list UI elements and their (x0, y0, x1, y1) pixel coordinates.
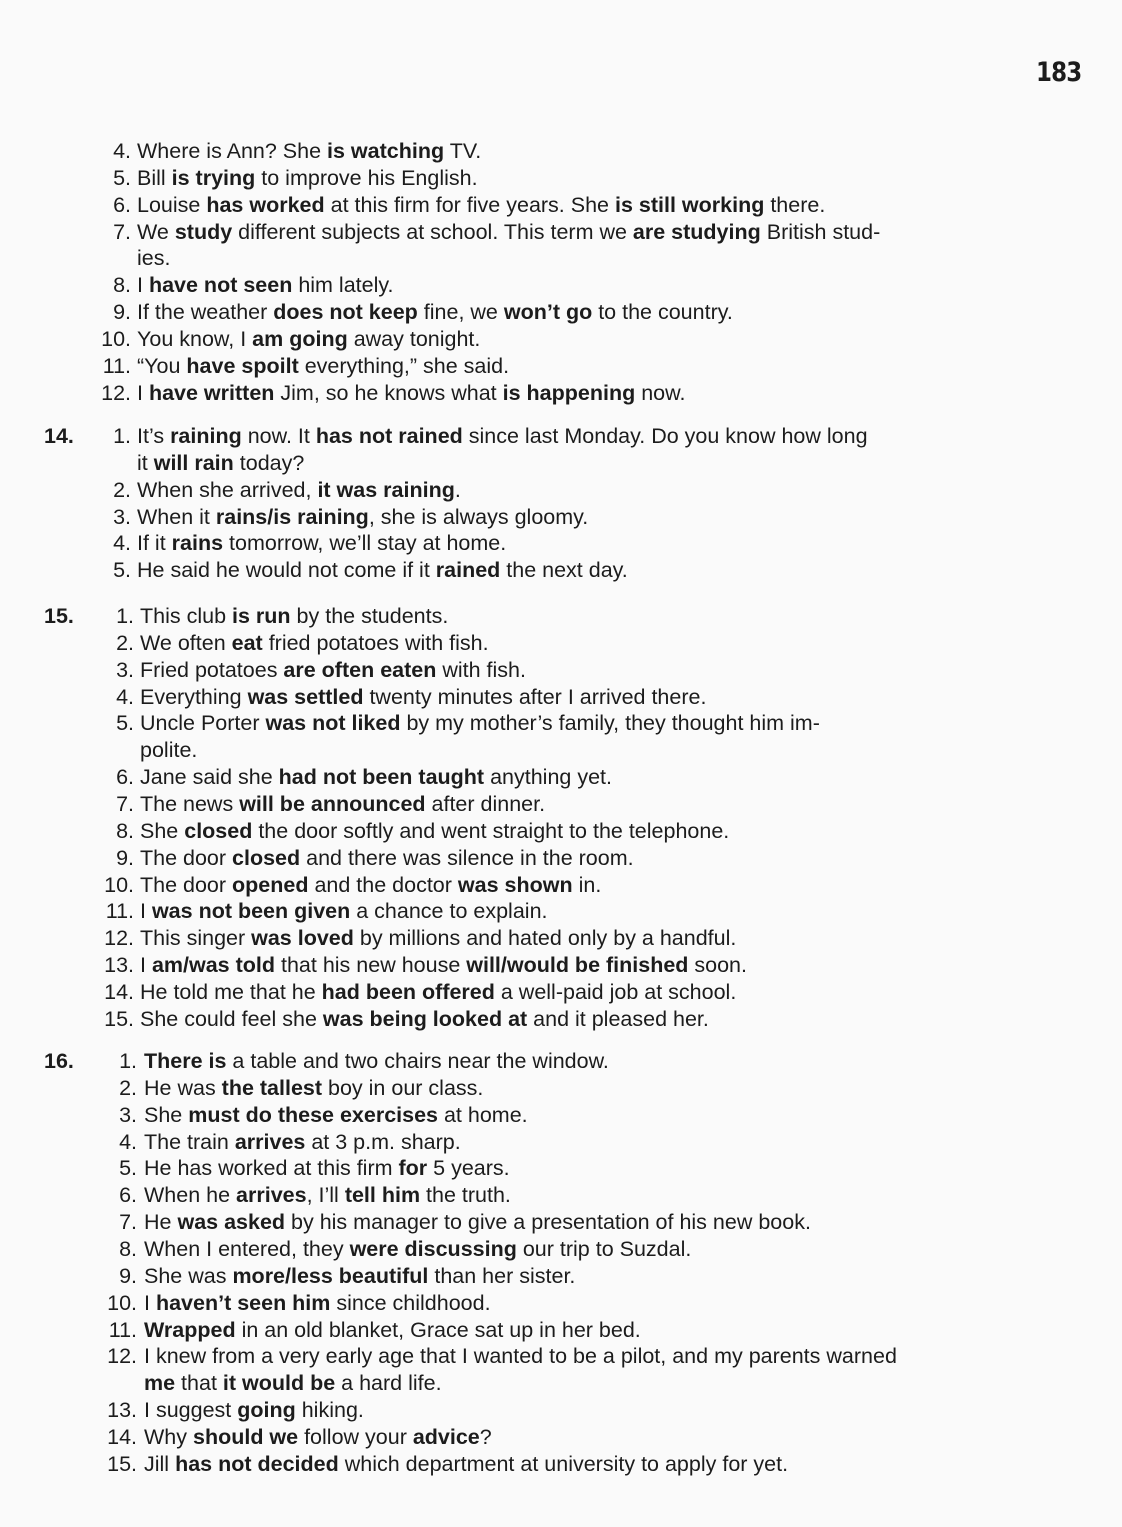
answer-verb-form: more/less beautiful (232, 1263, 429, 1288)
answer-verb-form: the tallest (221, 1075, 323, 1100)
item-number: 2. (119, 1075, 137, 1100)
answer-verb-form: was not liked (265, 711, 401, 736)
answer-line (144, 1209, 811, 1236)
answer-text: Jane said she (140, 765, 279, 790)
answer-verb-form: are often eaten (283, 657, 437, 682)
answer-verb-form: has worked (206, 192, 325, 217)
item-number: 11. (105, 899, 134, 924)
answer-verb-form: have not seen (148, 273, 293, 298)
answer-text: after dinner. (425, 791, 546, 816)
answer-verb-form: won’t go (503, 300, 593, 325)
answer-text: a table and two chairs near the window. (226, 1049, 609, 1073)
answer-text: I suggest (144, 1398, 238, 1423)
answer-verb-form: has not decided (175, 1451, 339, 1476)
answer-text: since childhood. (330, 1290, 491, 1315)
answer-line (144, 1102, 528, 1129)
answer-verb-form: was being looked at (322, 1006, 528, 1031)
answer-verb-form: closed (184, 818, 253, 843)
answer-line (140, 791, 545, 818)
answer-text: He said he would not come if it (137, 558, 436, 583)
answer-line (140, 872, 601, 899)
item-number: 3. (116, 657, 134, 682)
answer-verb-form: is watching (327, 139, 445, 163)
answer-verb-form: will/would be finished (466, 953, 689, 978)
answer-text: everything,” she said. (298, 353, 510, 378)
answer-text: a hard life. (335, 1371, 442, 1396)
answer-text: now. It (241, 424, 316, 448)
answer-text: since last Monday. Do you know how long (462, 424, 868, 448)
item-number: 13. (107, 1398, 137, 1423)
item-number: 4. (116, 684, 134, 709)
answer-line (144, 1075, 483, 1102)
item-number: 15. (107, 1451, 137, 1476)
item-number: 10. (101, 326, 131, 351)
answer-text: This singer (140, 926, 252, 951)
answer-line (144, 1290, 491, 1317)
item-number: 7. (119, 1210, 137, 1235)
answer-text: a well-paid job at school. (494, 979, 737, 1004)
answer-text: , she is always gloomy. (368, 504, 589, 529)
answer-text: that his new house (275, 953, 467, 978)
answer-line (137, 477, 461, 504)
answer-verb-form: were discussing (349, 1236, 517, 1261)
answer-text: “You (137, 353, 187, 378)
answer-line (137, 353, 509, 380)
answer-text: at this firm for five years. She (324, 192, 615, 217)
item-number: 7. (116, 791, 134, 816)
item-number: 2. (116, 630, 134, 655)
answer-text: She (140, 818, 185, 843)
answer-text: We (137, 219, 175, 244)
item-number: 3. (119, 1102, 137, 1127)
answer-text: He has worked at this firm (144, 1156, 399, 1181)
answer-text: It’s (137, 424, 171, 448)
answer-text: there. (764, 192, 826, 217)
item-number: 12. (101, 380, 131, 405)
answer-text: our trip to Suzdal. (516, 1236, 692, 1261)
answer-text: When it (137, 504, 216, 529)
answer-line (140, 925, 736, 952)
item-number: 6. (116, 765, 134, 790)
answer-text: Jim, so he knows what (274, 380, 503, 405)
item-number: 6. (119, 1183, 137, 1208)
answer-verb-form: must do these exercises (188, 1102, 438, 1127)
answer-text: and the doctor (308, 872, 458, 897)
answer-text: I (140, 953, 152, 978)
answer-text: . (454, 477, 461, 502)
answer-text: different subjects at school. This term we (232, 219, 633, 244)
answer-line (137, 326, 480, 353)
answer-line (140, 818, 729, 845)
item-number: 12. (107, 1344, 137, 1369)
answer-text: twenty minutes after I arrived there. (363, 684, 707, 709)
answer-text: This club (140, 604, 233, 628)
answer-verb-form: me (144, 1371, 176, 1396)
answer-text: it (137, 450, 154, 475)
answer-verb-form: was shown (457, 872, 573, 897)
answer-line (137, 530, 506, 557)
answer-text: ies. (137, 246, 171, 271)
item-number: 5. (119, 1156, 137, 1181)
answer-line (137, 423, 868, 450)
answer-text: I (137, 273, 149, 298)
answer-line (140, 952, 747, 979)
answer-text: The train (144, 1129, 235, 1154)
answer-verb-form: is still working (615, 192, 765, 217)
item-number: 5. (113, 558, 131, 583)
answer-text: If the weather (137, 300, 274, 325)
answer-line (144, 1317, 641, 1344)
item-number: 15. (104, 1006, 134, 1031)
answer-line (137, 380, 685, 407)
answer-text: anything yet. (484, 765, 612, 790)
answer-line (144, 1370, 442, 1397)
item-number: 11. (102, 353, 131, 378)
answer-text: the next day. (500, 558, 628, 583)
answer-text: The door (140, 872, 233, 897)
answer-text: , I’ll (306, 1183, 345, 1208)
exercise-number: 16. (44, 1049, 74, 1073)
answer-text: He (144, 1210, 178, 1235)
item-number: 11. (108, 1317, 137, 1342)
answer-line (140, 630, 489, 657)
answer-text: Where is Ann? She (137, 139, 328, 163)
answer-verb-form: arrives (234, 1129, 306, 1154)
answer-text: TV. (444, 139, 482, 163)
item-number: 14. (104, 979, 134, 1004)
item-number: 1. (119, 1049, 137, 1073)
answer-verb-form: was not been given (151, 899, 351, 924)
answer-verb-form: closed (232, 845, 301, 870)
answer-text: with fish. (436, 657, 526, 682)
answer-text: Why (144, 1424, 193, 1449)
answer-verb-form: am going (252, 326, 348, 351)
answer-text: Everything (140, 684, 248, 709)
answer-line (144, 1263, 575, 1290)
answer-text: Jill (144, 1451, 176, 1476)
item-number: 4. (119, 1129, 137, 1154)
answer-verb-form: opened (232, 872, 309, 897)
answer-verb-form: study (174, 219, 233, 244)
answer-verb-form: have written (148, 380, 275, 405)
answer-line (144, 1451, 788, 1478)
answer-text: to the country. (592, 300, 733, 325)
answer-line (144, 1424, 492, 1451)
answer-verb-form: was loved (251, 926, 354, 951)
answer-text: by the students. (290, 604, 449, 628)
item-number: 5. (116, 711, 134, 736)
answer-verb-form: advice (412, 1424, 480, 1449)
answer-text: in an old blanket, Grace sat up in her bed. (235, 1317, 641, 1342)
answer-line (137, 450, 304, 477)
answer-text: She could feel she (140, 1006, 323, 1031)
answer-text: He was (144, 1075, 222, 1100)
answer-verb-form: Wrapped (144, 1317, 236, 1342)
answer-line (140, 979, 736, 1006)
answer-text: him lately. (292, 273, 394, 298)
answer-text: which department at university to apply for yet. (338, 1451, 789, 1476)
item-number: 8. (113, 273, 131, 298)
answer-verb-form: for (398, 1156, 428, 1181)
answer-text: The news (140, 791, 240, 816)
answer-text: You know, I (137, 326, 253, 351)
answer-text: to improve his English. (255, 165, 478, 190)
answer-text: a chance to explain. (350, 899, 548, 924)
answer-verb-form: it was raining (317, 477, 455, 502)
answer-verb-form: will be announced (239, 791, 426, 816)
answer-text: I knew from a very early age that I wanted to be a pilot, and my parents warned (144, 1344, 897, 1369)
answer-line (137, 504, 588, 531)
answer-line (137, 219, 880, 246)
answer-line (144, 1182, 511, 1209)
answer-text: soon. (688, 953, 747, 978)
answer-line (140, 603, 448, 630)
answer-text: than her sister. (428, 1263, 576, 1288)
answer-text: When she arrived, (137, 477, 318, 502)
answer-text: Fried potatoes (140, 657, 284, 682)
answer-text: The door (140, 845, 233, 870)
exercise-number: 14. (44, 424, 74, 448)
item-number: 9. (119, 1263, 137, 1288)
answer-text: the door softly and went straight to the telephone. (252, 818, 730, 843)
item-number: 10. (107, 1290, 137, 1315)
answer-verb-form: rains (171, 531, 224, 556)
answer-line (144, 1236, 691, 1263)
answer-verb-form: raining (170, 424, 242, 448)
answer-verb-form: eat (231, 630, 263, 655)
answer-text: She (144, 1102, 189, 1127)
answer-line (137, 272, 394, 299)
answer-verb-form: rained (435, 558, 501, 583)
answer-text: by my mother’s family, they thought him im- (400, 711, 820, 736)
item-number: 4. (113, 531, 131, 556)
answer-text: in. (572, 872, 602, 897)
answer-line (144, 1397, 364, 1424)
answer-verb-form: are studying (632, 219, 761, 244)
answer-text: by millions and hated only by a handful. (353, 926, 737, 951)
answer-verb-form: does not keep (273, 300, 418, 325)
answer-verb-form: is happening (502, 380, 636, 405)
answer-verb-form: arrives (236, 1183, 307, 1208)
item-number: 9. (113, 300, 131, 325)
answer-verb-form: tell him (344, 1183, 421, 1208)
exercise-number: 15. (44, 604, 74, 628)
answer-text: I (137, 380, 149, 405)
item-number: 1. (113, 424, 131, 448)
answer-line (140, 845, 634, 872)
answer-text: He told me that he (140, 979, 322, 1004)
answer-text: hiking. (295, 1398, 364, 1423)
answer-verb-form: There is (144, 1049, 227, 1073)
answer-text: polite. (140, 738, 198, 763)
item-number: 2. (113, 477, 131, 502)
item-number: 3. (113, 504, 131, 529)
answer-line (137, 557, 628, 584)
item-number: 7. (113, 219, 131, 244)
item-number: 10. (104, 872, 134, 897)
item-number: 5. (113, 165, 131, 190)
answer-verb-form: is trying (171, 165, 256, 190)
answer-verb-form: had not been taught (278, 765, 485, 790)
answer-verb-form: am/was told (151, 953, 276, 978)
answer-line (140, 1006, 709, 1033)
answer-text: the truth. (420, 1183, 511, 1208)
answer-verb-form: had been offered (321, 979, 495, 1004)
answer-verb-form: going (237, 1398, 296, 1423)
item-number: 4. (113, 139, 131, 163)
answer-text: and it pleased her. (527, 1006, 709, 1031)
item-number: 6. (113, 192, 131, 217)
answer-text: She was (144, 1263, 233, 1288)
answer-text: away tonight. (347, 326, 481, 351)
answer-text: boy in our class. (322, 1075, 484, 1100)
answer-text: tomorrow, we’ll stay at home. (223, 531, 507, 556)
answer-line (144, 1048, 609, 1075)
answer-verb-form: was settled (247, 684, 364, 709)
answer-text: at 3 p.m. sharp. (305, 1129, 461, 1154)
answer-verb-form: have spoilt (186, 353, 299, 378)
item-number: 9. (116, 845, 134, 870)
answer-text: When I entered, they (144, 1236, 350, 1261)
answer-verb-form: haven’t seen him (155, 1290, 331, 1315)
answer-text: Uncle Porter (140, 711, 266, 736)
answer-verb-form: it would be (222, 1371, 336, 1396)
answer-line (144, 1129, 461, 1156)
answer-verb-form: was asked (177, 1210, 286, 1235)
answer-verb-form: should we (192, 1424, 299, 1449)
answer-line (140, 737, 197, 764)
page-number: 183 (1036, 57, 1082, 88)
answer-line (137, 138, 481, 165)
answer-verb-form: will rain (153, 450, 234, 475)
answer-text: When he (144, 1183, 237, 1208)
answer-text: fried potatoes with fish. (262, 630, 489, 655)
item-number: 13. (104, 953, 134, 978)
answer-verb-form: is run (232, 604, 291, 628)
answer-text: by his manager to give a presentation of his new book. (285, 1210, 811, 1235)
answer-text: ? (479, 1424, 492, 1449)
answer-text: fine, we (417, 300, 504, 325)
item-number: 8. (116, 818, 134, 843)
answer-text: follow your (298, 1424, 413, 1449)
answer-line (140, 657, 526, 684)
answer-text: Bill (137, 165, 172, 190)
answer-text: that (175, 1371, 223, 1396)
answer-text: I (140, 899, 152, 924)
answer-text: at home. (438, 1102, 528, 1127)
answer-line (137, 165, 478, 192)
answer-line (144, 1155, 510, 1182)
answer-verb-form: rains/is raining (215, 504, 369, 529)
answer-line (144, 1343, 897, 1370)
answer-text: today? (233, 450, 305, 475)
answer-text: If it (137, 531, 172, 556)
item-number: 12. (104, 926, 134, 951)
answer-text: and there was silence in the room. (300, 845, 634, 870)
answer-line (137, 192, 825, 219)
answer-line (140, 684, 706, 711)
answer-text: now. (635, 380, 686, 405)
answer-line (140, 898, 548, 925)
answer-text: I (144, 1290, 156, 1315)
item-number: 1. (116, 604, 134, 628)
answer-line (140, 710, 820, 737)
item-number: 8. (119, 1236, 137, 1261)
answer-text: 5 years. (427, 1156, 510, 1181)
answer-line (137, 299, 733, 326)
answer-text: We often (140, 630, 232, 655)
answer-line (137, 245, 170, 272)
answer-verb-form: has not rained (315, 424, 463, 448)
answer-text: British stud- (760, 219, 881, 244)
answer-text: Louise (137, 192, 207, 217)
answer-line (140, 764, 612, 791)
item-number: 14. (107, 1424, 137, 1449)
